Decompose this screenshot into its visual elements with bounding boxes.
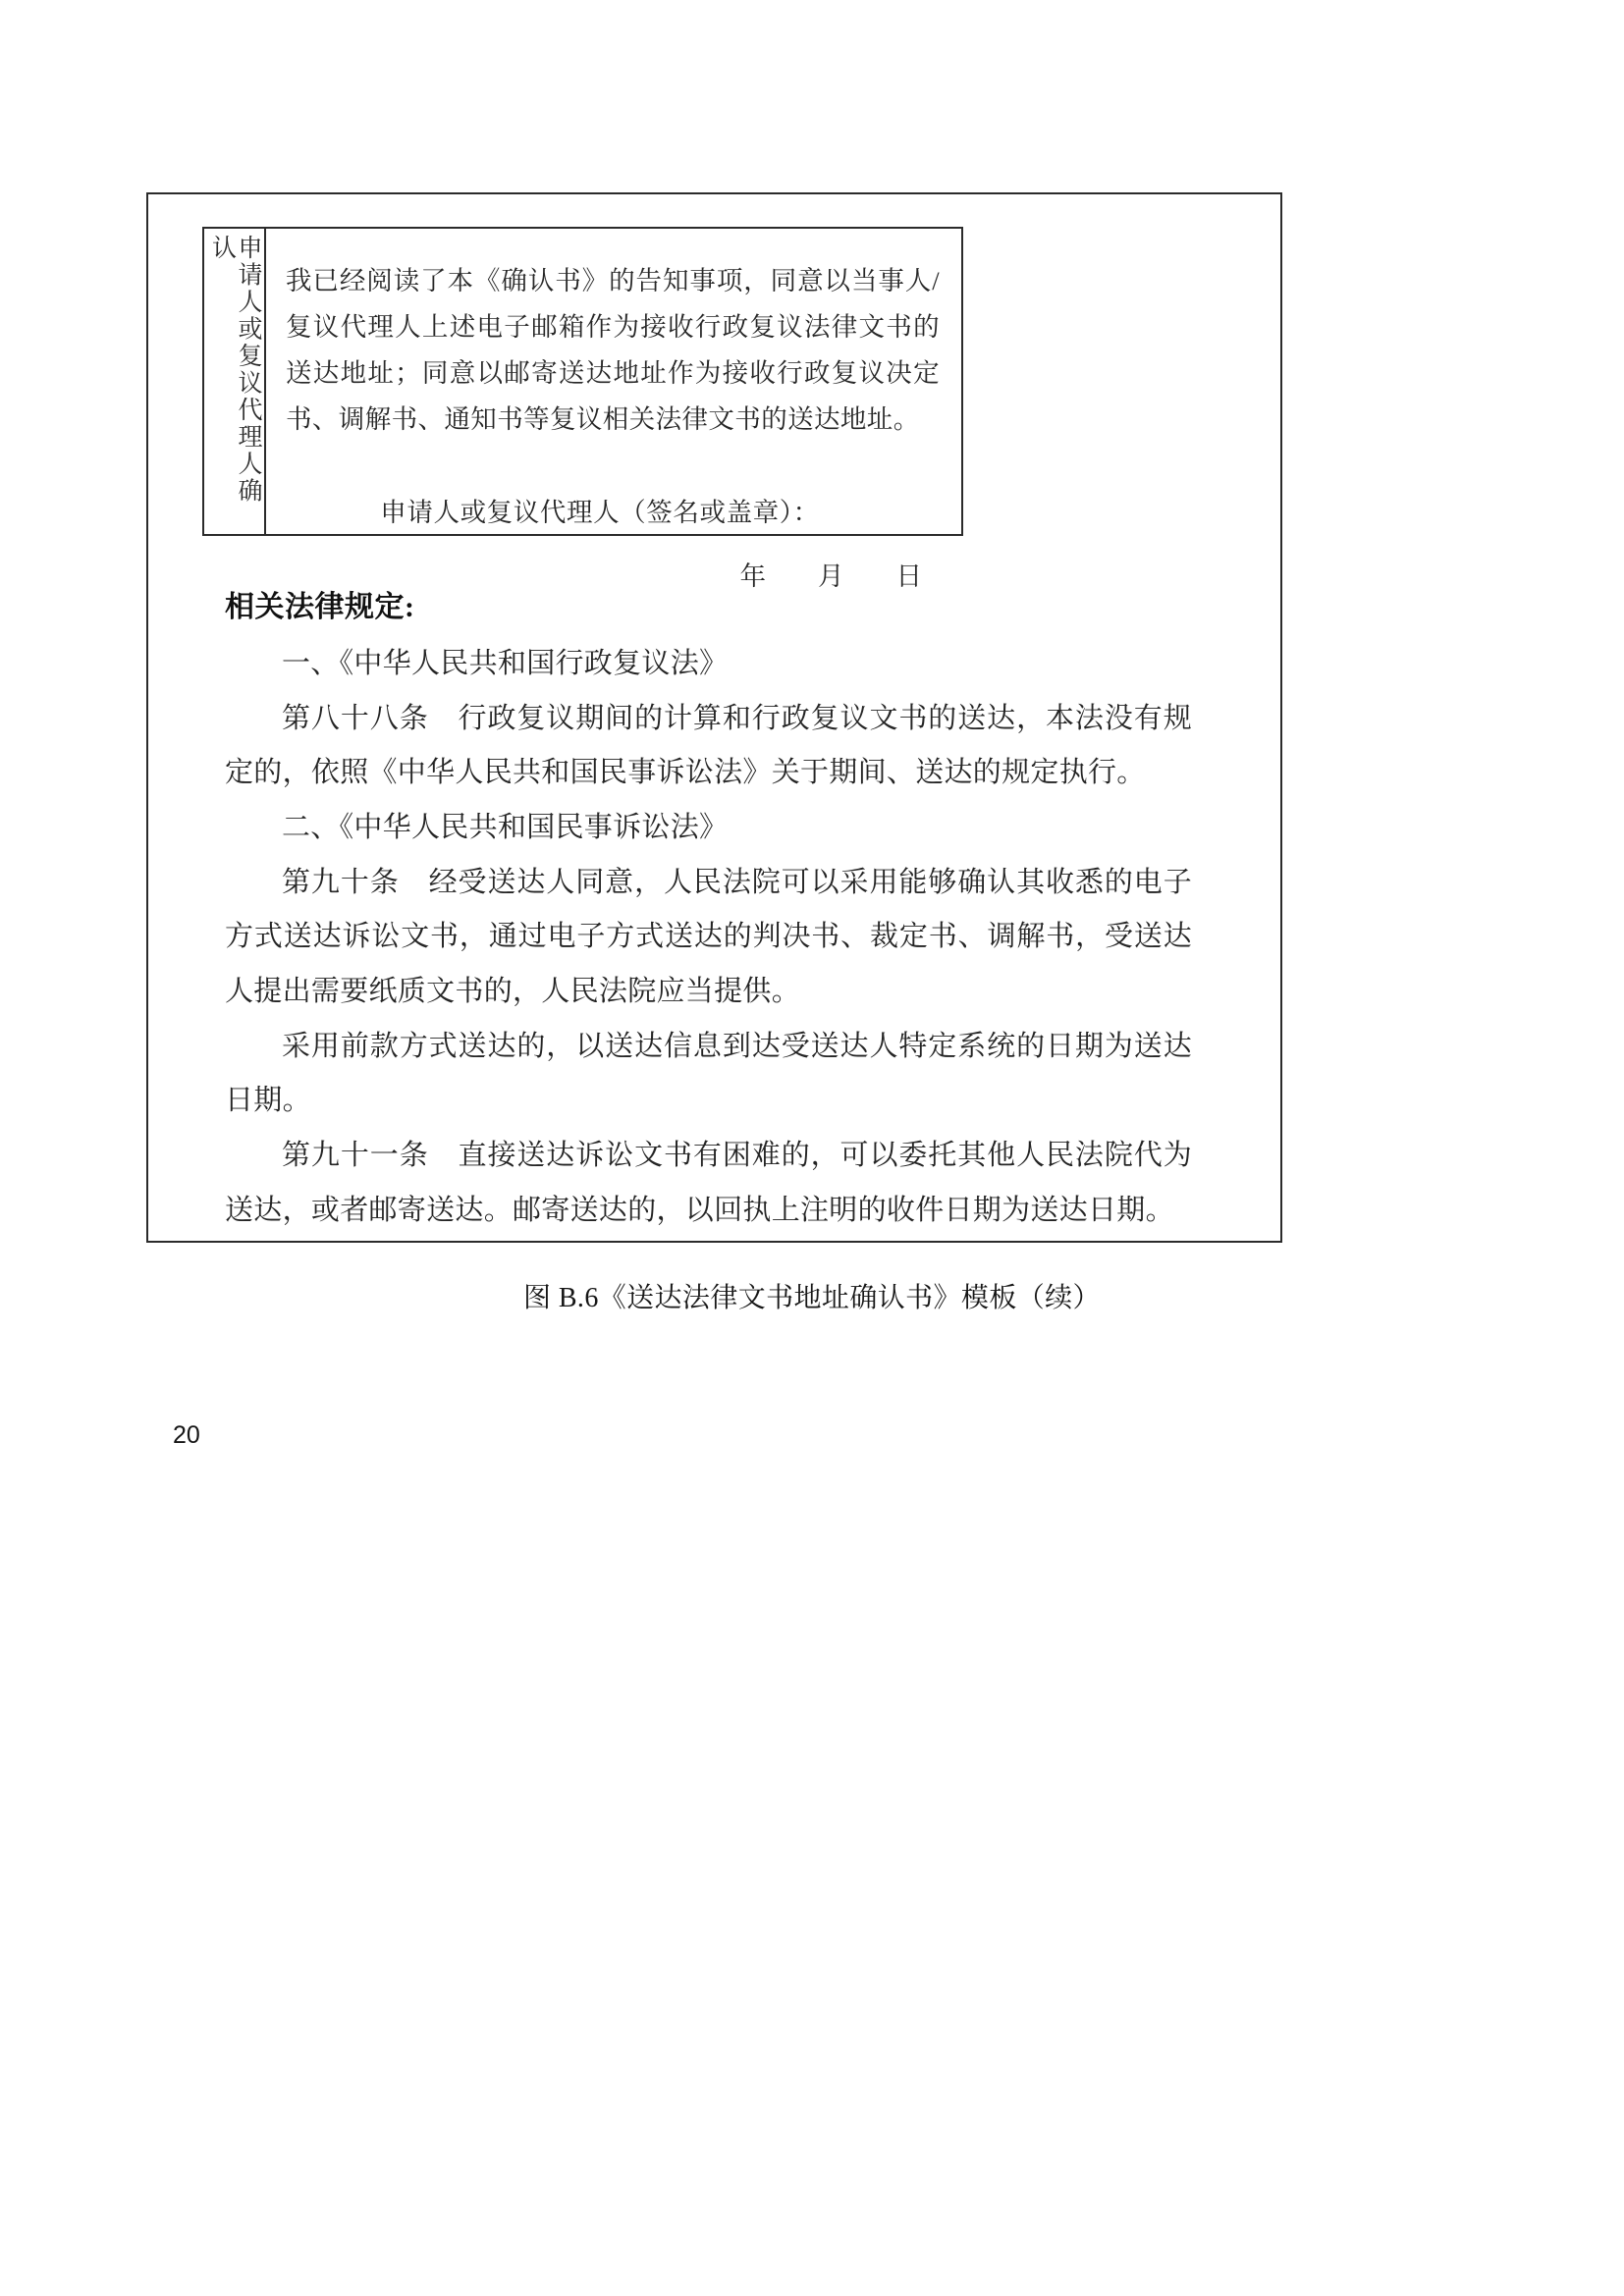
legal-item-article-90: 第九十条 经受送达人同意，人民法院可以采用能够确认其收悉的电子方式送达诉讼文书，通过电子方式送达的判决书、裁定书、调解书，受送达人提出需要纸质文书的，人民法院应当提供。 [225, 866, 1192, 1008]
legal-item-article-90-para-2: 采用前款方式送达的，以送达信息到达受送达人特定系统的日期为送达日期。 [225, 1030, 1192, 1117]
confirmation-table [202, 227, 963, 591]
signature-field-label[interactable]: 申请人或复议代理人（签名或盖章）： [380, 497, 820, 527]
confirmation-vertical-label: 申请人或复议代理人确认 [208, 235, 261, 505]
legal-item-article-91: 第九十一条 直接送达诉讼文书有困难的，可以委托其他人民法院代为送达，或者邮寄送达。邮寄送达的，以回执上注明的收件日期为送达日期。 [225, 1140, 1192, 1226]
figure-frame [146, 192, 1282, 1243]
page-number: 20 [173, 1421, 200, 1449]
confirmation-body-cell [266, 229, 961, 591]
confirmation-statement-text: 我已经阅读了本《确认书》的告知事项，同意以当事人/复议代理人上述电子邮箱作为接收行政复议法律文书的送达地址；同意以邮寄送达地址作为接收行政复议决定书、调解书、通知书等复议相关法律文书的送达地址。 [286, 266, 940, 435]
legal-provisions-heading: 相关法律规定: [225, 591, 415, 623]
legal-item-law-1-title: 一、《中华人民共和国行政复议法》 [282, 648, 729, 679]
legal-item-article-88: 第八十八条 行政复议期间的计算和行政复议文书的送达，本法没有规定的，依照《中华人民共和国民事诉讼法》关于期间、送达的规定执行。 [225, 702, 1192, 789]
date-field-label[interactable]: 年 月 日 [739, 561, 922, 591]
legal-provisions-section [225, 582, 1192, 1238]
table-row-label-cell [204, 229, 266, 534]
legal-item-law-2-title: 二、《中华人民共和国民事诉讼法》 [282, 812, 729, 844]
figure-caption: 图 B.6《送达法律文书地址确认书》模板（续） [523, 1283, 1101, 1313]
